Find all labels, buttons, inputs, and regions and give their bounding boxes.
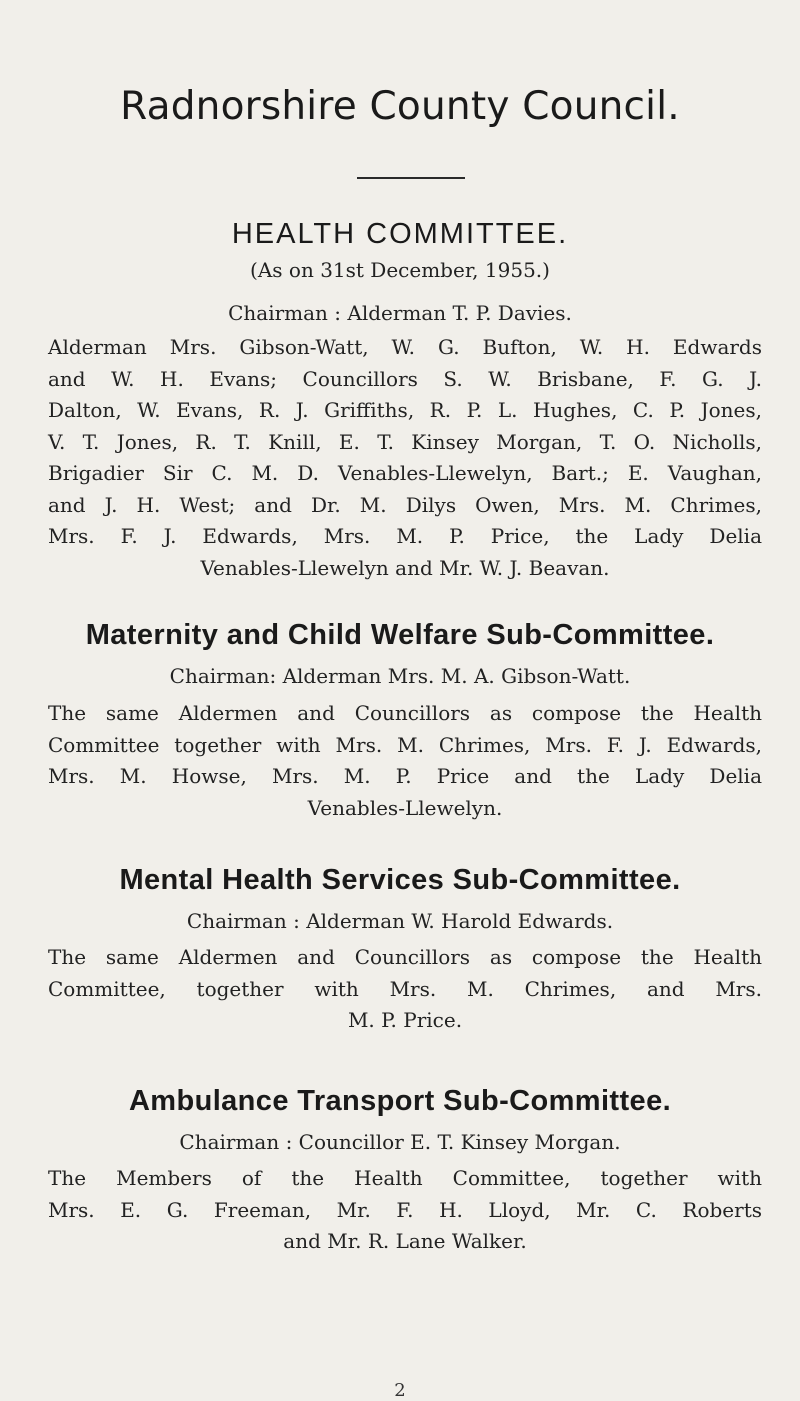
member-line: Venables-Llewelyn and Mr. W. J. Beavan. xyxy=(200,555,610,580)
maternity-subcommittee-chairman: Chairman: Alderman Mrs. M. A. Gibson-Watt. xyxy=(169,664,631,688)
maternity-subcommittee-members xyxy=(48,698,762,824)
member-line: and W. H. Evans; Councillors S. W. Brisbane, F. G. J. xyxy=(48,366,762,391)
mental-health-subcommittee-chairman: Chairman : Alderman W. Harold Edwards. xyxy=(186,909,614,933)
member-line: and J. H. West; and Dr. M. Dilys Owen, Mrs. M. Chrimes, xyxy=(48,492,762,517)
member-line: The same Aldermen and Councillors as compose the Health xyxy=(48,945,762,969)
member-line: Brigadier Sir C. M. D. Venables-Llewelyn, Bart.; E. Vaughan, xyxy=(48,461,762,485)
health-committee-date: (As on 31st December, 1955.) xyxy=(250,258,550,282)
member-line: Venables-Llewelyn. xyxy=(307,795,503,820)
health-committee-members xyxy=(48,332,762,584)
title-divider xyxy=(357,177,465,179)
member-line: Mrs. E. G. Freeman, Mr. F. H. Lloyd, Mr. C. Roberts xyxy=(48,1197,762,1222)
member-line: Committee together with Mrs. M. Chrimes, Mrs. F. J. Edwards, xyxy=(48,732,762,757)
member-line: Dalton, W. Evans, R. J. Griffiths, R. P. L. Hughes, C. P. Jones, xyxy=(48,398,762,422)
ambulance-subcommittee-chairman: Chairman : Councillor E. T. Kinsey Morgan. xyxy=(179,1130,621,1154)
council-title: Radnorshire County Council. xyxy=(120,84,680,129)
health-committee-chairman: Chairman : Alderman T. P. Davies. xyxy=(228,301,572,325)
member-line: V. T. Jones, R. T. Knill, E. T. Kinsey Morgan, T. O. Nicholls, xyxy=(48,429,762,454)
member-line: The same Aldermen and Councillors as compose the Health xyxy=(48,701,762,725)
health-committee-heading: HEALTH COMMITTEE. xyxy=(231,218,569,250)
mental-health-subcommittee-heading: Mental Health Services Sub-Committee. xyxy=(119,864,681,896)
member-line: Mrs. F. J. Edwards, Mrs. M. P. Price, the Lady Delia xyxy=(48,524,762,548)
ambulance-subcommittee-members xyxy=(48,1163,762,1258)
member-line: Mrs. M. Howse, Mrs. M. P. Price and the Lady Delia xyxy=(48,764,762,788)
member-line: and Mr. R. Lane Walker. xyxy=(283,1229,527,1253)
mental-health-subcommittee-members xyxy=(48,942,762,1037)
page-number: 2 xyxy=(394,1380,406,1401)
maternity-subcommittee-heading: Maternity and Child Welfare Sub-Committee. xyxy=(85,619,715,651)
member-line: M. P. Price. xyxy=(347,1008,463,1032)
member-line: The Members of the Health Committee, together with xyxy=(48,1166,762,1190)
ambulance-subcommittee-heading: Ambulance Transport Sub-Committee. xyxy=(128,1085,672,1117)
member-line: Alderman Mrs. Gibson-Watt, W. G. Bufton, W. H. Edwards xyxy=(48,335,762,359)
member-line: Committee, together with Mrs. M. Chrimes, and Mrs. xyxy=(48,976,762,1001)
